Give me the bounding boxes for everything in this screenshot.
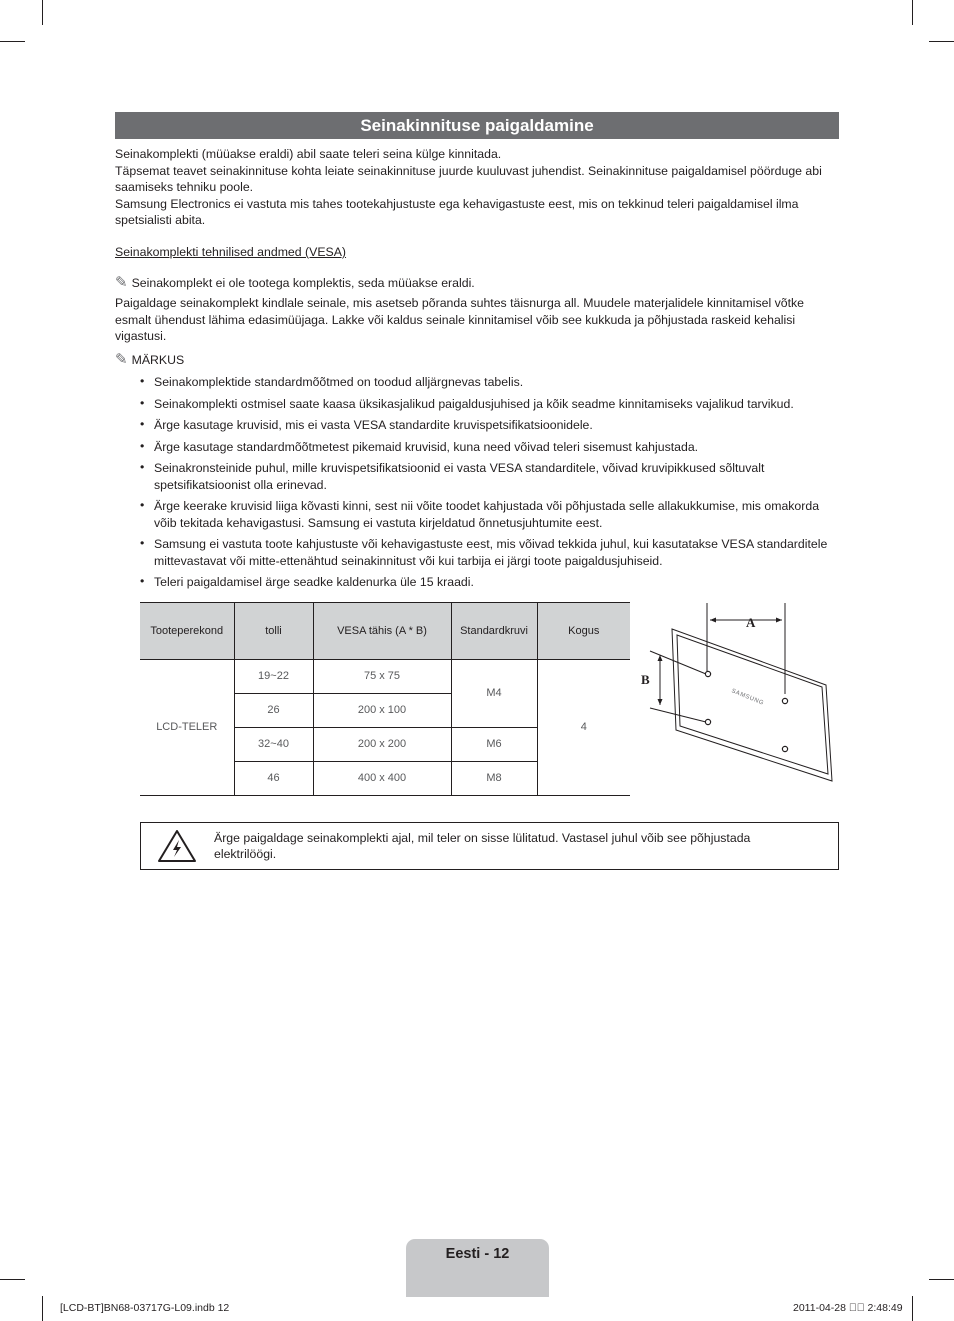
mount-hole	[782, 698, 787, 703]
screw-cell: M6	[451, 728, 537, 762]
high-voltage-warning-icon	[157, 829, 197, 863]
size-cell: 19~22	[234, 660, 313, 694]
note-line	[115, 274, 840, 292]
notes-list	[140, 374, 830, 591]
vesa-cell: 75 x 75	[313, 660, 451, 694]
section-title: Seinakinnituse paigaldamine	[115, 112, 839, 139]
intro-paragraph: Täpsemat teavet seinakinnituse kohta leiate seinakinnituse juurde kuuluvast juhendist. Seinakinnituse paigaldamisel pöörduge abi saamiseks tehniku poole.	[115, 163, 822, 194]
list-item: • Teleri paigaldamisel ärge seadke kaldenurka üle 15 kraadi.	[140, 574, 830, 591]
crop-mark	[929, 41, 954, 42]
vesa-table	[140, 602, 630, 796]
table-header: Kogus	[537, 603, 630, 660]
list-item: • Seinakronsteinide puhul, mille kruvispetsifikatsioonid ei vasta VESA standarditele, võivad kruvipikkused sõltuvalt spetsifikatsioonist olla erinevad.	[140, 460, 830, 493]
table-row	[140, 660, 630, 694]
dimension-label-a: A	[746, 615, 756, 630]
table-header-row	[140, 603, 630, 660]
pencil-note-icon: ✎	[115, 350, 128, 368]
mount-hole	[705, 671, 710, 676]
table-header: Standardkruvi	[451, 603, 537, 660]
vesa-cell: 200 x 100	[313, 694, 451, 728]
list-item: • Ärge kasutage standardmõõtmetest pikemaid kruvisid, kuna need võivad teleri sisemust kahjustada.	[140, 439, 830, 456]
crop-mark	[42, 1296, 43, 1321]
quantity-cell: 4	[537, 660, 630, 796]
size-cell: 32~40	[234, 728, 313, 762]
list-item: • Samsung ei vastuta toote kahjustuste või kehavigastuste eest, mis võivad tekkida juhul, kui kasutatakse VESA standarditele mittevastavat või mitte-ettenähtud seinakinnitust või kui tarbija ei järgi toote paigaldusjuhiseid.	[140, 536, 830, 569]
brand-logo-text: SAMSUNG	[730, 688, 765, 707]
crop-mark	[0, 41, 25, 42]
product-family-cell: LCD-TELER	[140, 660, 234, 796]
warning-box	[140, 822, 839, 870]
warning-text: Ärge paigaldage seinakomplekti ajal, mil teler on sisse lülitatud. Vastasel juhul võib see põhjustada elektrilöögi.	[214, 831, 751, 861]
screw-cell: M4	[451, 660, 537, 728]
table-header: tolli	[234, 603, 313, 660]
crop-mark	[929, 1279, 954, 1280]
install-text: Paigaldage seinakomplekt kindlale seinale, mis asetseb põranda suhtes täisnurga all. Muudele materjalidele kinnitamisel võtke esmalt ühendust lähima edasimüüjaga. Lakke või kaldus seinale kinnitamisel võib see kukkuda ja põhjustada raskeid kehalisi vigastusi.	[115, 296, 805, 343]
note-heading	[115, 351, 840, 369]
vesa-cell: 200 x 200	[313, 728, 451, 762]
size-cell: 26	[234, 694, 313, 728]
intro-paragraph: Samsung Electronics ei vastuta mis tahes tootekahjustuste ega kehavigastuste eest, mis on tekkinud teleri paigaldamisel ilma spetsialisti abita.	[115, 196, 799, 227]
list-item: • Ärge kasutage kruvisid, mis ei vasta VESA standardite kruvispetsifikatsioonidele.	[140, 417, 830, 434]
tv-back-diagram	[636, 598, 841, 788]
table-header: Tooteperekond	[140, 603, 234, 660]
crop-mark	[912, 1296, 913, 1321]
size-cell: 46	[234, 762, 313, 796]
page-number-tab: Eesti - 12	[406, 1239, 549, 1297]
list-item: • Seinakomplekti ostmisel saate kaasa üksikasjalikud paigaldusjuhised ja kõik seadme kinnitamiseks vajalikud tarvikud.	[140, 396, 830, 413]
note-label: MÄRKUS	[131, 353, 185, 367]
table-header: VESA tähis (A * B)	[313, 603, 451, 660]
vesa-cell: 400 x 400	[313, 762, 451, 796]
list-item: • Ärge keerake kruvisid liiga kõvasti kinni, sest nii võite toodet kahjustada või põhjustada selle allakukkumise, mis omakorda võib tekitada kehavigastusi. Samsung ei vastuta kirjeldatud õnnetusjuhtumite eest.	[140, 498, 830, 531]
list-item: • Seinakomplektide standardmõõtmed on toodud alljärgnevas tabelis.	[140, 374, 830, 391]
mount-hole	[705, 719, 710, 724]
dimension-label-b: B	[641, 672, 650, 687]
pencil-note-icon: ✎	[115, 273, 128, 291]
tv-panel-outline	[672, 629, 832, 781]
crop-mark	[0, 1279, 25, 1280]
note-text: Seinakomplekt ei ole tootega komplektis, seda müüakse eraldi.	[131, 276, 475, 290]
spec-heading: Seinakomplekti tehnilised andmed (VESA)	[115, 245, 347, 259]
intro-paragraph: Seinakomplekti (müüakse eraldi) abil saate teleri seina külge kinnitada.	[115, 147, 502, 161]
intro-text	[115, 146, 840, 229]
screw-cell: M8	[451, 762, 537, 796]
crop-mark	[42, 0, 43, 25]
mount-hole	[782, 746, 787, 751]
footer-file-info: [LCD-BT]BN68-03717G-L09.indb 12	[60, 1302, 230, 1314]
crop-mark	[912, 0, 913, 25]
footer-timestamp: 2011-04-28 ￿￿ 2:48:49	[793, 1302, 903, 1314]
